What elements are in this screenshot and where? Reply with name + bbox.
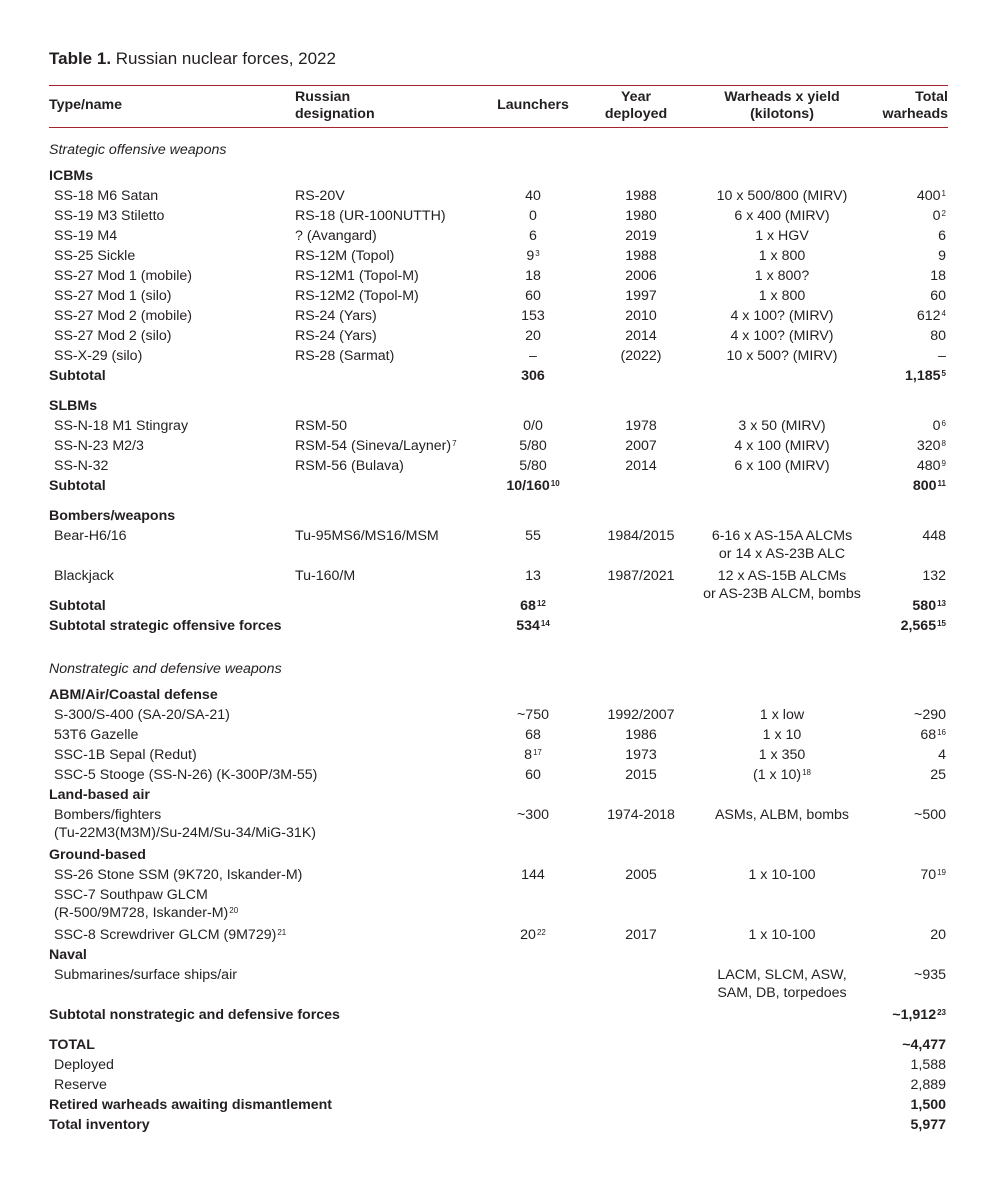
cell-launchers: 60 [525,767,541,783]
header-year-line2: deployed [604,106,668,122]
cell-total: 9 [938,248,946,264]
subtotal-row [0,476,997,496]
section-nonstrategic: Nonstrategic and defensive weapons [49,661,282,677]
header-bottom-rule [49,127,948,128]
footnote-ref: 4 [941,309,946,318]
subtotal-total-value: 1,185 [905,368,941,384]
cell-designation: RSM-56 (Bulava) [295,458,404,474]
table-row [0,306,997,326]
cell-year: 2010 [625,308,657,324]
cell-launchers-value: 9 [526,248,535,264]
cell-warheads: 10 x 500/800 (MIRV) [716,188,848,204]
footnote-ref: 16 [937,728,946,737]
bombers-heading-row [0,506,997,526]
cell-type-line2: (Tu-22M3(M3M)/Su-24M/Su-34/MiG-31K) [54,825,317,841]
subtotal-total [850,476,946,496]
footnote-ref: 17 [532,748,542,757]
footnote-ref: 13 [937,599,946,608]
cell-launchers: 60 [525,288,541,304]
cell-total: 448 [922,528,946,544]
table-row [0,416,997,436]
cell-warheads: 1 x 10-100 [748,927,816,943]
table-row [0,566,997,602]
subtotal-total [850,596,946,616]
cell-warheads: 10 x 500? (MIRV) [726,348,838,364]
subtotal-label: Subtotal [49,478,106,494]
footnote-ref: 3 [535,249,540,258]
footnote-ref: 23 [937,1008,946,1017]
cell-type: SSC-5 Stooge (SS-N-26) (K-300P/3M-55) [54,767,318,783]
cell-warheads: 1 x 800 [758,288,806,304]
header-total-warheads [850,89,948,123]
abm-heading-row [0,685,997,705]
cell-type: Bear-H6/16 [54,528,127,544]
footnote-ref: 8 [941,439,946,448]
cell-year: 1978 [625,418,657,434]
icbm-heading: ICBMs [49,168,94,184]
subtotal-launchers [463,596,603,616]
cell-warheads: 3 x 50 (MIRV) [738,418,826,434]
table-row [0,246,997,266]
table-title [49,49,336,69]
cell-warheads-line1: 6-16 x AS-15A ALCMs [711,528,853,544]
total-row [0,1035,997,1055]
cell-total-value: 0 [932,418,941,434]
cell-total-value: 68 [920,727,937,743]
cell-year: 2015 [625,767,657,783]
subtotal-label: Subtotal [49,368,106,384]
cell-total-value: 320 [916,438,941,454]
subtotal-launchers-value: 68 [520,598,536,614]
cell-designation: RS-18 (UR-100NUTTH) [295,208,446,224]
total-label: TOTAL [49,1037,95,1053]
cell-designation: RS-28 (Sarmat) [295,348,395,364]
land-air-heading-row [0,785,997,805]
land-air-heading: Land-based air [49,787,150,803]
nonstrategic-subtotal-row [0,1005,997,1025]
cell-total [850,186,946,206]
cell-launchers: 5/80 [519,438,547,454]
table-row [0,286,997,306]
subtotal-total-value: 800 [912,478,937,494]
cell-type-line1: SSC-7 Southpaw GLCM [54,887,208,903]
cell-year: 1997 [625,288,657,304]
table-row [0,965,997,1001]
footnote-ref: 21 [277,928,287,937]
table-row [0,346,997,366]
cell-designation: RS-12M (Topol) [295,248,395,264]
subtotal-row [0,366,997,386]
subtotal-label: Subtotal nonstrategic and defensive forces [49,1007,340,1023]
cell-type: SS-19 M3 Stiletto [54,208,165,224]
cell-total: 6 [938,228,946,244]
cell-designation: ? (Avangard) [295,228,377,244]
cell-type: S-300/S-400 (SA-20/SA-21) [54,707,230,723]
cell-year: 1984/2015 [607,528,675,544]
cell-warheads: 1 x 350 [758,747,806,763]
retired-row [0,1095,997,1115]
inventory-value: 5,977 [910,1117,946,1133]
header-launchers: Launchers [497,97,569,113]
cell-type: SS-25 Sickle [54,248,136,264]
cell-total [850,306,946,326]
table-row [0,925,997,945]
cell-launchers: 5/80 [519,458,547,474]
cell-total: 80 [930,328,946,344]
ground-heading: Ground-based [49,847,146,863]
strategic-subtotal-row [0,616,997,636]
naval-heading-row [0,945,997,965]
cell-launchers: ~750 [517,707,549,723]
cell-designation [295,436,457,456]
slbm-heading: SLBMs [49,398,98,414]
subtotal-label: Subtotal strategic offensive forces [49,618,282,634]
cell-year: 2019 [625,228,657,244]
cell-type: SSC-1B Sepal (Redut) [54,747,197,763]
deployed-label: Deployed [54,1057,114,1073]
cell-year: 1987/2021 [607,568,675,584]
cell-total [850,865,946,885]
cell-total: 4 [938,747,946,763]
cell-launchers-value: 20 [520,927,536,943]
reserve-label: Reserve [54,1077,107,1093]
footnote-ref: 9 [941,459,946,468]
cell-designation: RS-24 (Yars) [295,328,377,344]
footnote-ref: 22 [536,928,546,937]
cell-warheads: 1 x 10 [762,727,802,743]
subtotal-label: Subtotal [49,598,106,614]
cell-type: 53T6 Gazelle [54,727,139,743]
header-total-line1: Total [915,89,948,105]
cell-year: 2014 [625,328,657,344]
cell-designation: RSM-50 [295,418,348,434]
header-type-name: Type/name [49,97,123,113]
footnote-ref: 6 [941,419,946,428]
cell-warheads-value: (1 x 10) [752,767,802,783]
header-russian-line1: Russian [295,89,351,105]
cell-year: 1992/2007 [607,707,675,723]
header-warheads-line1: Warheads x yield [724,89,840,105]
cell-launchers: 153 [521,308,545,324]
table-row [0,705,997,725]
cell-type: SS-N-32 [54,458,109,474]
subtotal-total [850,616,946,636]
cell-type: SS-27 Mod 1 (mobile) [54,268,192,284]
cell-type: SS-26 Stone SSM (9K720, Iskander-M) [54,867,303,883]
cell-warheads: 6 x 400 (MIRV) [734,208,830,224]
cell-type-value: SSC-8 Screwdriver GLCM (9M729) [54,927,277,943]
cell-launchers: 144 [521,867,545,883]
section-strategic: Strategic offensive weapons [49,142,227,158]
cell-designation: Tu-95MS6/MS16/MSM [295,528,439,544]
cell-type-line1: Bombers/fighters [54,807,162,823]
footnote-ref: 11 [937,479,946,488]
abm-heading: ABM/Air/Coastal defense [49,687,218,703]
header-warheads-yield [693,89,871,123]
table-title-text: Russian nuclear forces, 2022 [115,49,336,68]
subtotal-launchers [463,616,603,636]
cell-warheads [693,527,871,563]
cell-type: SS-27 Mod 2 (silo) [54,328,172,344]
cell-type: SS-X-29 (silo) [54,348,143,364]
cell-type: SS-19 M4 [54,228,118,244]
table-row [0,805,997,841]
icbm-heading-row [0,166,997,186]
cell-warheads [693,765,871,785]
cell-warheads-line2: SAM, DB, torpedoes [717,985,847,1001]
inventory-label: Total inventory [49,1117,150,1133]
cell-warheads-line2: or 14 x AS-23B ALC [718,546,846,562]
table-row [0,725,997,745]
subtotal-launchers-value: 534 [516,618,540,634]
cell-warheads-line2: or AS-23B ALCM, bombs [703,586,861,602]
table-row [0,226,997,246]
footnote-ref: 12 [536,599,546,608]
retired-value: 1,500 [910,1097,946,1113]
subtotal-launchers: 306 [521,368,545,384]
cell-designation: RS-12M1 (Topol-M) [295,268,419,284]
cell-year: 2014 [625,458,657,474]
subtotal-total [850,1005,946,1025]
table-row [0,266,997,286]
cell-warheads: ASMs, ALBM, bombs [714,807,850,823]
subtotal-total-value: ~1,912 [892,1007,937,1023]
table-row [0,186,997,206]
cell-total: 25 [930,767,946,783]
cell-total [850,456,946,476]
cell-type [54,925,286,945]
cell-warheads: 1 x 10-100 [748,867,816,883]
cell-launchers: ~300 [517,807,549,823]
cell-total: – [938,348,946,364]
header-year-line1: Year [621,89,651,105]
cell-year: 1980 [625,208,657,224]
footnote-ref: 10 [550,479,560,488]
deployed-row [0,1055,997,1075]
cell-type: SS-27 Mod 1 (silo) [54,288,172,304]
cell-warheads-line1: LACM, SLCM, ASW, [717,967,847,983]
cell-designation: RS-24 (Yars) [295,308,377,324]
cell-total-value: 400 [916,188,941,204]
cell-year: 1988 [625,248,657,264]
table-row [0,745,997,765]
cell-type: Submarines/surface ships/air [54,967,237,983]
cell-total [850,206,946,226]
cell-warheads: 1 x 800? [754,268,810,284]
footnote-ref: 20 [229,906,239,915]
cell-designation: RS-20V [295,188,345,204]
footnote-ref: 5 [941,369,946,378]
cell-total [850,725,946,745]
header-total-line2: warheads [882,106,948,122]
cell-total: ~500 [914,807,946,823]
cell-year: 2005 [625,867,657,883]
footnote-ref: 18 [802,768,811,777]
naval-heading: Naval [49,947,87,963]
cell-year: (2022) [620,348,662,364]
cell-total-value: 480 [916,458,941,474]
cell-launchers: 68 [525,727,541,743]
cell-total [850,416,946,436]
subtotal-launchers [463,476,603,496]
cell-total: ~935 [914,967,946,983]
reserve-row [0,1075,997,1095]
cell-total-value: 612 [916,308,941,324]
table-row [0,436,997,456]
cell-launchers: 20 [525,328,541,344]
table-row [0,206,997,226]
table-row [0,765,997,785]
cell-designation: Tu-160/M [295,568,356,584]
footnote-ref: 19 [937,868,946,877]
cell-type: SS-18 M6 Satan [54,188,159,204]
cell-designation-value: RSM-54 (Sineva/Layner) [295,438,452,454]
cell-type [54,806,316,842]
cell-type-line2: (R-500/9M728, Iskander-M) [54,905,229,921]
cell-type: SS-N-18 M1 Stingray [54,418,189,434]
cell-warheads: 4 x 100? (MIRV) [730,308,834,324]
table-row [0,456,997,476]
header-top-rule [49,85,948,86]
cell-total [850,436,946,456]
cell-total-value: 0 [932,208,941,224]
footnote-ref: 14 [540,619,550,628]
total-value: ~4,477 [902,1037,946,1053]
cell-warheads [693,966,871,1002]
reserve-value: 2,889 [910,1077,946,1093]
cell-year: 1988 [625,188,657,204]
ground-heading-row [0,845,997,865]
retired-label: Retired warheads awaiting dismantlement [49,1097,333,1113]
cell-launchers: 0 [529,208,537,224]
cell-launchers: 55 [525,528,541,544]
table-row [0,885,997,921]
cell-warheads: 6 x 100 (MIRV) [734,458,830,474]
cell-launchers: 0/0 [523,418,543,434]
footnote-ref: 15 [937,619,946,628]
header-year-deployed [576,89,696,123]
footnote-ref: 7 [452,439,457,448]
cell-type: SS-27 Mod 2 (mobile) [54,308,192,324]
cell-total: 18 [930,268,946,284]
cell-year: 1986 [625,727,657,743]
cell-warheads: 4 x 100 (MIRV) [734,438,830,454]
cell-year: 2006 [625,268,657,284]
subtotal-total-value: 580 [912,598,937,614]
inventory-row [0,1115,997,1135]
cell-total: ~290 [914,707,946,723]
subtotal-launchers-value: 10/160 [506,478,550,494]
header-russian-line2: designation [295,106,375,122]
cell-total-value: 70 [920,867,937,883]
cell-warheads: 4 x 100? (MIRV) [730,328,834,344]
table-row [0,326,997,346]
cell-type [54,886,238,922]
cell-launchers: – [529,348,537,364]
cell-launchers: 13 [525,568,541,584]
footnote-ref: 1 [941,189,946,198]
subtotal-total [850,366,946,386]
slbm-heading-row [0,396,997,416]
cell-year: 2017 [625,927,657,943]
cell-type: SS-N-23 M2/3 [54,438,144,454]
cell-year: 2007 [625,438,657,454]
cell-year: 1973 [625,747,657,763]
cell-launchers: 40 [525,188,541,204]
cell-warheads: 1 x low [759,707,805,723]
cell-designation: RS-12M2 (Topol-M) [295,288,419,304]
subtotal-total-value: 2,565 [900,618,937,634]
deployed-value: 1,588 [910,1057,946,1073]
cell-warheads: 1 x 800 [758,248,806,264]
cell-warheads: 1 x HGV [755,228,809,244]
header-warheads-line2: (kilotons) [750,106,814,122]
cell-year: 1974-2018 [607,807,675,823]
cell-launchers: 18 [525,268,541,284]
subtotal-row [0,596,997,616]
table-row [0,865,997,885]
cell-launchers-value: 8 [524,747,532,763]
cell-warheads-line1: 12 x AS-15B ALCMs [717,568,847,584]
cell-total: 20 [930,927,946,943]
footnote-ref: 2 [941,209,946,218]
table-row [0,526,997,562]
cell-type: Blackjack [54,568,114,584]
cell-launchers: 6 [529,228,537,244]
table-title-label: Table 1. [49,49,112,68]
header-russian-designation [295,89,375,123]
cell-total: 60 [930,288,946,304]
cell-total: 132 [922,568,946,584]
bombers-heading: Bombers/weapons [49,508,176,524]
